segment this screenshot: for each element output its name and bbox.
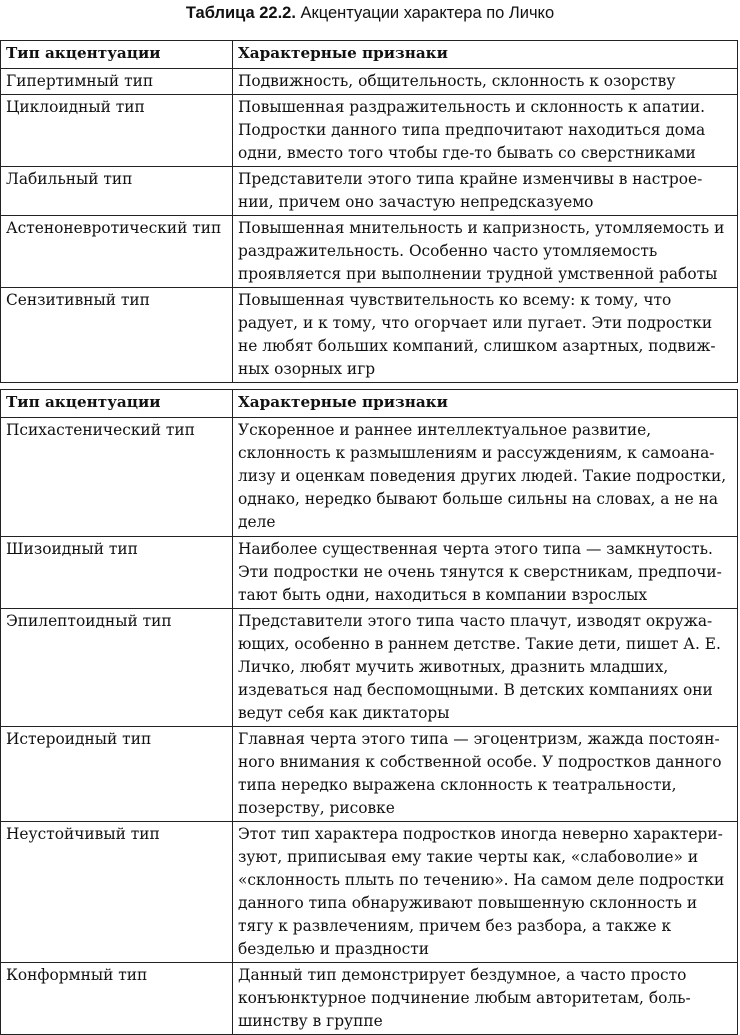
accentuation-table-part-1: [0, 40, 738, 383]
traits-cell: Повышенная раздражительность и склонность к апатии. Подростки данного типа предпочитают находиться дома одни, вместо того чтобы где-то бывать со сверстниками: [233, 95, 738, 167]
type-cell: Истероидный тип: [1, 727, 233, 822]
traits-cell: Повышенная мнительность и капризность, утомляемость и раздражительность. Особенно часто утомляемость проявляется при выполнении трудной умственной работы: [233, 216, 738, 288]
table-row: [1, 69, 738, 95]
table-row: [1, 216, 738, 288]
type-cell: Циклоидный тип: [1, 95, 233, 167]
header-traits: Характерные признаки: [233, 390, 738, 418]
table-row: [1, 167, 738, 216]
table-row: [1, 822, 738, 963]
traits-cell: Представители этого типа часто плачут, изводят окружа-ющих, особенно в раннем детстве. Такие дети, пишет А. Е. Личко, любят мучить животных, дразнить младших, издеваться над беспомощными. В детских компаниях они ведут себя как диктаторы: [233, 609, 738, 727]
header-traits: Характерные признаки: [233, 41, 738, 69]
type-cell: Психастенический тип: [1, 418, 233, 537]
table-row: [1, 537, 738, 609]
table-row: [1, 609, 738, 727]
table-row: [1, 288, 738, 383]
header-type: Тип акцентуации: [1, 41, 233, 69]
type-cell: Лабильный тип: [1, 167, 233, 216]
traits-cell: Наиболее существенная черта этого типа — замкнутость. Эти подростки не очень тянутся к сверстникам, предпочи-тают быть одни, находиться в компании взрослых: [233, 537, 738, 609]
traits-cell: Ускоренное и раннее интеллектуальное развитие, склонность к размышлениям и рассуждениям, к самоана-лизу и оценкам поведения других людей. Такие подростки, однако, нередко бывают больше сильны на словах, а не на деле: [233, 418, 738, 537]
traits-cell: Подвижность, общительность, склонность к озорству: [233, 69, 738, 95]
table-row: [1, 727, 738, 822]
type-cell: Гипертимный тип: [1, 69, 233, 95]
type-cell: Астеноневротический тип: [1, 216, 233, 288]
header-row: [1, 390, 738, 418]
table-caption-label: Таблица 22.2.: [185, 4, 296, 22]
traits-cell: Главная черта этого типа — эгоцентризм, жажда постоян-ного внимания к собственной особе. У подростков данного типа нередко выражена склонность к театральности, позерству, рисовке: [233, 727, 738, 822]
traits-cell: Повышенная чувствительность ко всему: к тому, что радует, и к тому, что огорчает или пугает. Эти подростки не любят больших компаний, слишком азартных, подвиж-ных озорных игр: [233, 288, 738, 383]
traits-cell: Данный тип демонстрирует бездумное, а часто просто конъюнктурное подчинение любым авторитетам, боль-шинству в группе: [233, 963, 738, 1035]
table-row: [1, 418, 738, 537]
accentuation-table-part-2: [0, 389, 738, 1035]
traits-cell: Представители этого типа крайне изменчивы в настрое-нии, причем оно зачастую непредсказуемо: [233, 167, 738, 216]
type-cell: Шизоидный тип: [1, 537, 233, 609]
header-row: [1, 41, 738, 69]
type-cell: Неустойчивый тип: [1, 822, 233, 963]
table-caption: [0, 2, 740, 24]
type-cell: Конформный тип: [1, 963, 233, 1035]
type-cell: Эпилептоидный тип: [1, 609, 233, 727]
header-type: Тип акцентуации: [1, 390, 233, 418]
table-caption-text: Акцентуации характера по Личко: [295, 4, 555, 22]
table-row: [1, 95, 738, 167]
type-cell: Сензитивный тип: [1, 288, 233, 383]
traits-cell: Этот тип характера подростков иногда неверно характери-зуют, приписывая ему такие черты как, «слабоволие» и «склонность плыть по течению». На самом деле подростки данного типа обнаруживают повышенную склонность и тягу к развлечениям, причем без разбора, а также к безделью и праздности: [233, 822, 738, 963]
